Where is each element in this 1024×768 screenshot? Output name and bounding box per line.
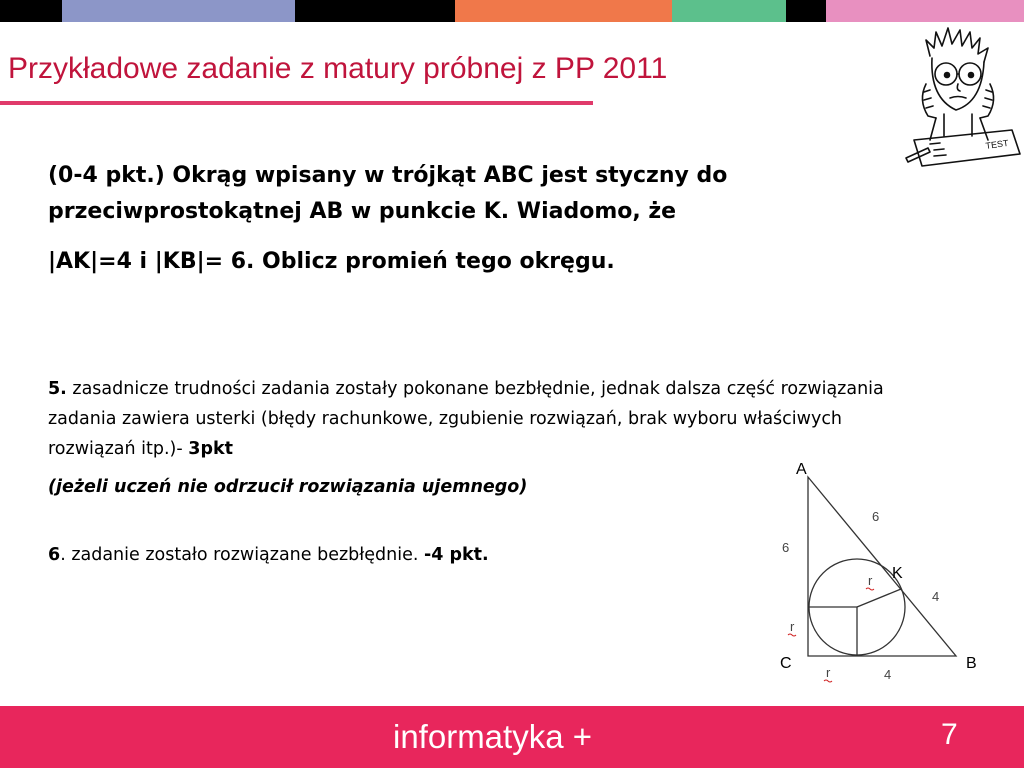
title-underline bbox=[0, 101, 593, 105]
criterion-note: (jeżeli uczeń nie odrzucił rozwiązania ujemnego) bbox=[48, 477, 528, 497]
radius-left-label: r bbox=[790, 619, 795, 634]
top-bar-segment bbox=[295, 0, 455, 22]
radius-top-label: r bbox=[868, 573, 873, 588]
top-bar-segment bbox=[455, 0, 672, 22]
vertex-a-label: A bbox=[796, 461, 807, 478]
slide-number: 7 bbox=[941, 718, 958, 751]
top-color-bar bbox=[0, 0, 1024, 22]
segment-kb-label: 4 bbox=[932, 589, 940, 604]
segment-cb-label: 4 bbox=[884, 667, 892, 682]
point-k-label: K bbox=[892, 565, 903, 582]
segment-ak-label: 6 bbox=[872, 509, 880, 524]
spellcheck-squiggle bbox=[824, 680, 832, 682]
radius-bottom-label: r bbox=[826, 665, 831, 680]
top-bar-segment bbox=[62, 0, 295, 22]
top-bar-segment bbox=[0, 0, 62, 22]
criterion-6-text: . zadanie zostało rozwiązane bezbłędnie. bbox=[60, 545, 424, 565]
criterion-5-points: 3pkt bbox=[188, 439, 233, 459]
footer-bar bbox=[0, 706, 1024, 768]
spellcheck-squiggle bbox=[866, 588, 874, 590]
criterion-6-number: 6 bbox=[48, 545, 61, 565]
task-line-1: (0-4 pkt.) Okrąg wpisany w trójkąt ABC jest styczny do bbox=[48, 163, 728, 188]
footer-brand: informatyka + bbox=[393, 718, 592, 755]
vertex-c-label: C bbox=[780, 655, 792, 672]
thinking-student-illustration bbox=[900, 18, 1022, 168]
radius-to-k bbox=[857, 589, 901, 607]
top-bar-segment bbox=[672, 0, 786, 22]
triangle-diagram bbox=[770, 455, 1020, 690]
criterion-6-points: -4 pkt. bbox=[423, 545, 489, 565]
task-line-3: |AK|=4 i |KB|= 6. Oblicz promień tego okręgu. bbox=[48, 249, 615, 274]
criterion-5 bbox=[48, 374, 898, 464]
criterion-5-number: 5. bbox=[48, 379, 67, 399]
side-ac-label: 6 bbox=[782, 540, 790, 555]
task-statement bbox=[48, 158, 838, 280]
top-bar-segment bbox=[786, 0, 826, 22]
slide-title: Przykładowe zadanie z matury próbnej z PP 2011 bbox=[8, 52, 668, 85]
spellcheck-squiggle bbox=[788, 634, 796, 636]
criterion-5-text: zasadnicze trudności zadania zostały pokonane bezbłędnie, jednak dalsza część rozwiązania zadania zawiera usterki (błędy rachunkowe, zgubienie rozwiązań, brak wyboru właściwych rozwiązań itp.)- bbox=[48, 379, 884, 459]
task-line-2: przeciwprostokątnej AB w punkcie K. Wiadomo, że bbox=[48, 199, 677, 224]
test-label: TEST bbox=[984, 137, 1010, 151]
vertex-b-label: B bbox=[966, 655, 977, 672]
